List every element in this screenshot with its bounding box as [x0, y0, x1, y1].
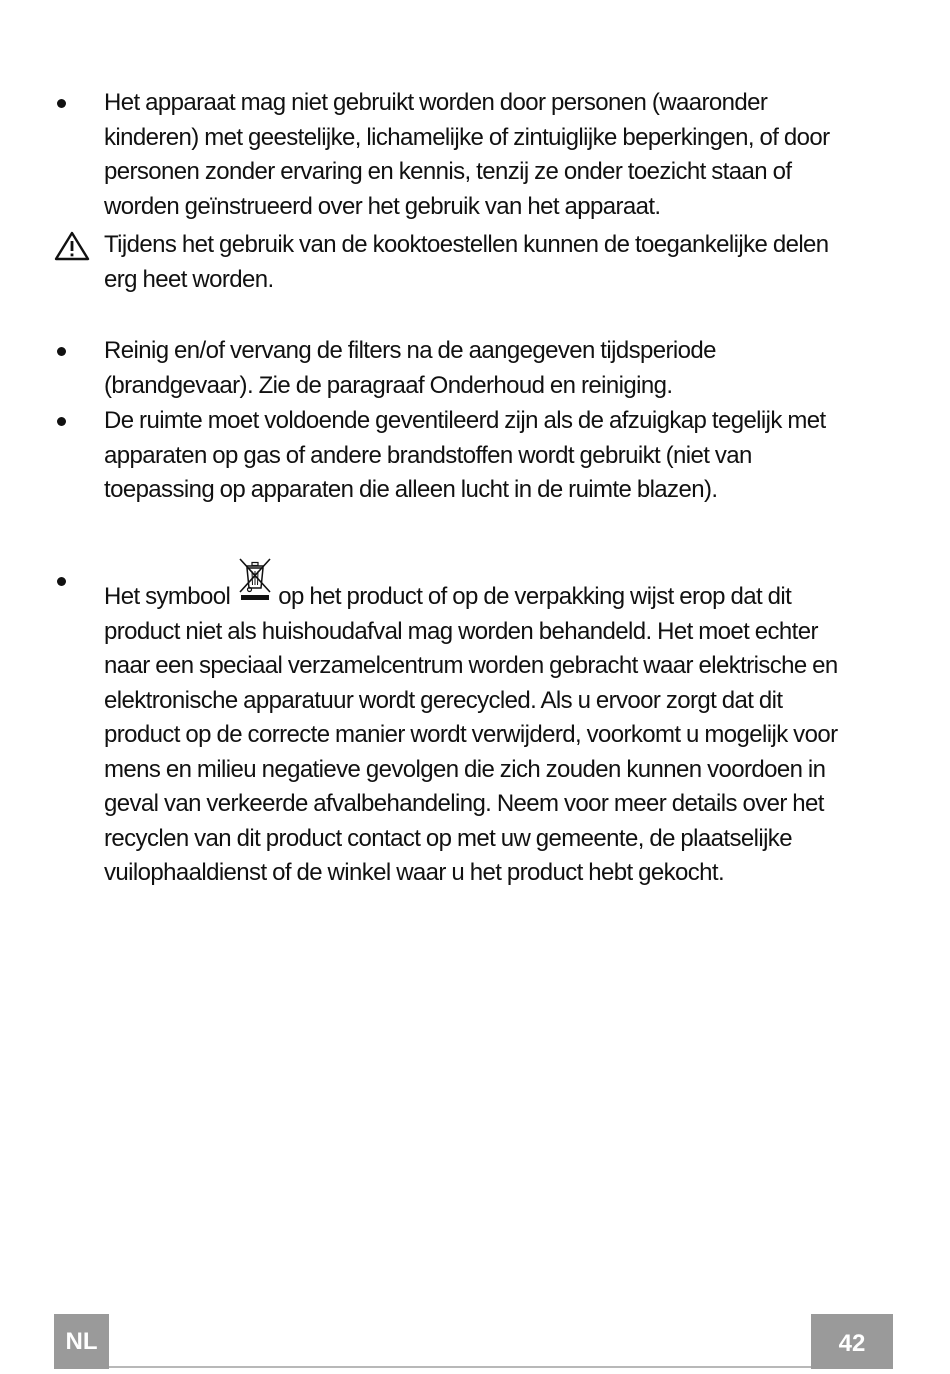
text-segment: Het symbool [104, 583, 231, 610]
text-line: recyclen van dit product contact op met uw gemeente, de plaatselijke [104, 824, 792, 852]
list-item-text [104, 86, 890, 224]
text-line: geval van verkeerde afvalbehandeling. Neem voor meer details over het [104, 790, 824, 817]
list-item-text [104, 404, 890, 508]
list-item [50, 86, 890, 224]
text-line: (brandgevaar). Zie de paragraaf Onderhoud en reiniging. [104, 371, 673, 399]
footer-page-number: 42 [811, 1314, 893, 1369]
text-line: product op de correcte manier wordt verwijderd, voorkomt u mogelijk voor [104, 721, 838, 748]
text-line: Tijdens het gebruik van de kooktoestellen kunnen de toegankelijke delen [104, 231, 829, 258]
text-line: mens en milieu negatieve gevolgen die zich zouden kunnen voordoen in [104, 755, 826, 783]
footer-language-badge: NL [54, 1314, 109, 1369]
text-line: product niet als huishoudafval mag worden behandeld. Het moet echter [104, 617, 818, 645]
warning-item [50, 228, 890, 297]
list-item-text [104, 334, 890, 403]
list-item-text [104, 564, 890, 891]
text-line-with-icon [104, 564, 890, 615]
text-line: erg heet worden. [104, 265, 274, 293]
text-line: naar een speciaal verzamelcentrum worden gebracht waar elektrische en [104, 652, 838, 679]
footer-divider [56, 1366, 892, 1368]
text-line: apparaten op gas of andere brandstoffen wordt gebruikt (niet van [104, 441, 752, 469]
warning-triangle-icon [54, 231, 90, 261]
text-line: kinderen) met geestelijke, lichamelijke of zintuiglijke beperkingen, of door [104, 123, 830, 151]
text-line: personen zonder ervaring en kennis, tenzij ze onder toezicht staan of [104, 158, 792, 185]
text-line: toepassing op apparaten die alleen lucht in de ruimte blazen). [104, 476, 718, 503]
list-item [50, 404, 890, 508]
text-line: Het apparaat mag niet gebruikt worden door personen (waaronder [104, 89, 768, 116]
text-line: elektronische apparatuur wordt gerecycled. Als u ervoor zorgt dat dit [104, 686, 783, 714]
list-item [50, 564, 890, 891]
crossed-out-wheelie-bin-icon [235, 556, 275, 602]
list-item [50, 334, 890, 403]
text-line: worden geïnstrueerd over het gebruik van het apparaat. [104, 192, 661, 220]
text-segment: op het product of op de verpakking wijst erop dat dit [278, 583, 792, 610]
text-line: De ruimte moet voldoende geventileerd zijn als de afzuigkap tegelijk met [104, 407, 826, 434]
text-line: Reinig en/of vervang de filters na de aangegeven tijdsperiode [104, 337, 716, 364]
text-line: vuilophaaldienst of de winkel waar u het product hebt gekocht. [104, 859, 725, 886]
list-item-text [104, 228, 890, 297]
